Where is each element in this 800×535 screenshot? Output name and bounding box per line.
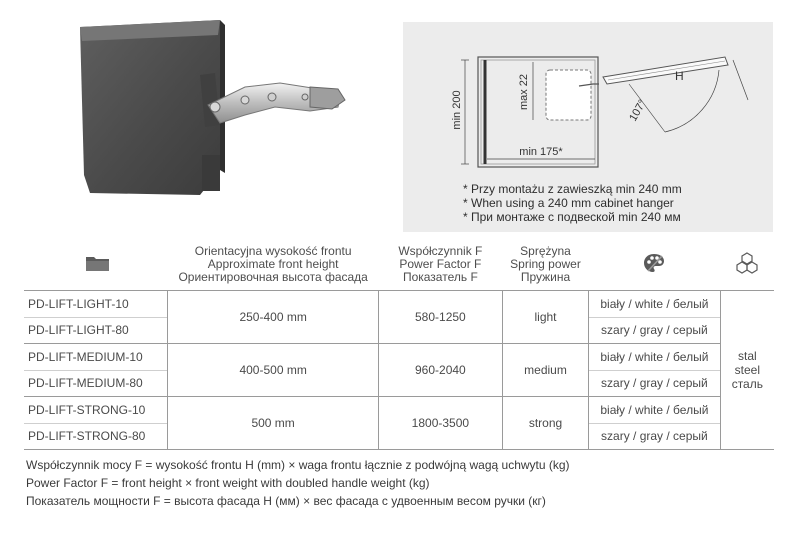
power-cell: 960-2040 bbox=[378, 344, 502, 397]
power-cell: 1800-3500 bbox=[378, 397, 502, 450]
spring-cell: light bbox=[502, 291, 588, 344]
formula-rest: F = front height × front weight with doubled handle weight (kg) bbox=[97, 476, 430, 490]
color-cell: szary / gray / серый bbox=[589, 423, 721, 450]
height-cell: 500 mm bbox=[168, 397, 378, 450]
header-color bbox=[589, 238, 721, 291]
dim-depth-label: max 22 bbox=[518, 73, 530, 111]
header-material bbox=[720, 238, 774, 291]
header-line: Orientacyjna wysokość frontu bbox=[194, 243, 352, 258]
material-cell bbox=[720, 291, 774, 450]
header-line: Spring power bbox=[510, 256, 581, 271]
model-cell: PD-LIFT-STRONG-80 bbox=[24, 423, 168, 450]
folder-icon bbox=[85, 254, 111, 272]
header-line: Approximate front height bbox=[207, 256, 339, 271]
height-cell: 250-400 mm bbox=[168, 291, 378, 344]
material-line: steel bbox=[734, 363, 761, 377]
header-power bbox=[378, 238, 502, 291]
dim-height-label: min 200 bbox=[451, 90, 463, 130]
formula-line bbox=[26, 474, 570, 492]
dim-front-label: H bbox=[675, 69, 684, 83]
color-cell: biały / white / белый bbox=[589, 344, 721, 371]
formula-lead: Power Factor bbox=[26, 476, 98, 490]
note-line: * Przy montażu z zawieszką min 240 mm bbox=[463, 182, 682, 196]
dim-angle-label: 107° bbox=[627, 97, 649, 124]
header-height bbox=[168, 238, 378, 291]
header-model bbox=[24, 238, 168, 291]
spec-table bbox=[24, 238, 774, 450]
header-spring bbox=[502, 238, 588, 291]
material-line: сталь bbox=[731, 377, 763, 391]
formula-line bbox=[26, 492, 570, 510]
color-cell: szary / gray / серый bbox=[589, 317, 721, 344]
spring-cell: medium bbox=[502, 344, 588, 397]
installation-diagram bbox=[403, 22, 773, 232]
height-cell: 400-500 mm bbox=[168, 344, 378, 397]
header-line: Пружина bbox=[520, 269, 571, 284]
note-line: * When using a 240 mm cabinet hanger bbox=[463, 196, 674, 210]
power-factor-formula bbox=[26, 456, 570, 510]
mounting-notes bbox=[463, 182, 682, 224]
header-line: Sprężyna bbox=[520, 243, 571, 258]
dim-width-label: min 175* bbox=[519, 146, 563, 158]
formula-line bbox=[26, 456, 570, 474]
formula-lead: Współczynnik mocy bbox=[26, 458, 132, 472]
model-cell: PD-LIFT-MEDIUM-80 bbox=[24, 370, 168, 397]
material-line: stal bbox=[737, 349, 757, 363]
header-line: Współczynnik F bbox=[398, 243, 483, 258]
color-cell: biały / white / белый bbox=[589, 397, 721, 424]
note-line: * При монтаже с подвеской min 240 мм bbox=[463, 210, 681, 224]
model-cell: PD-LIFT-MEDIUM-10 bbox=[24, 344, 168, 371]
model-cell: PD-LIFT-LIGHT-80 bbox=[24, 317, 168, 344]
product-photo bbox=[70, 15, 370, 215]
hinge-mechanism bbox=[208, 83, 345, 123]
header-line: Ориентировочная высота фасада bbox=[178, 269, 368, 284]
cubes-icon bbox=[734, 251, 760, 275]
power-cell: 580-1250 bbox=[378, 291, 502, 344]
model-cell: PD-LIFT-LIGHT-10 bbox=[24, 291, 168, 318]
model-cell: PD-LIFT-STRONG-10 bbox=[24, 397, 168, 424]
color-cell: szary / gray / серый bbox=[589, 370, 721, 397]
spring-cell: strong bbox=[502, 397, 588, 450]
formula-rest: F = wysokość frontu H (mm) × waga frontu łącznie z podwójną wagą uchwytu (kg) bbox=[131, 458, 570, 472]
formula-lead: Показатель мощности bbox=[26, 494, 150, 508]
formula-rest: F = высота фасада H (мм) × вес фасада с удвоенным весом ручки (кг) bbox=[149, 494, 546, 508]
palette-icon bbox=[642, 252, 666, 274]
header-line: Показатель F bbox=[402, 269, 478, 284]
color-cell: biały / white / белый bbox=[589, 291, 721, 318]
header-line: Power Factor F bbox=[399, 256, 482, 271]
